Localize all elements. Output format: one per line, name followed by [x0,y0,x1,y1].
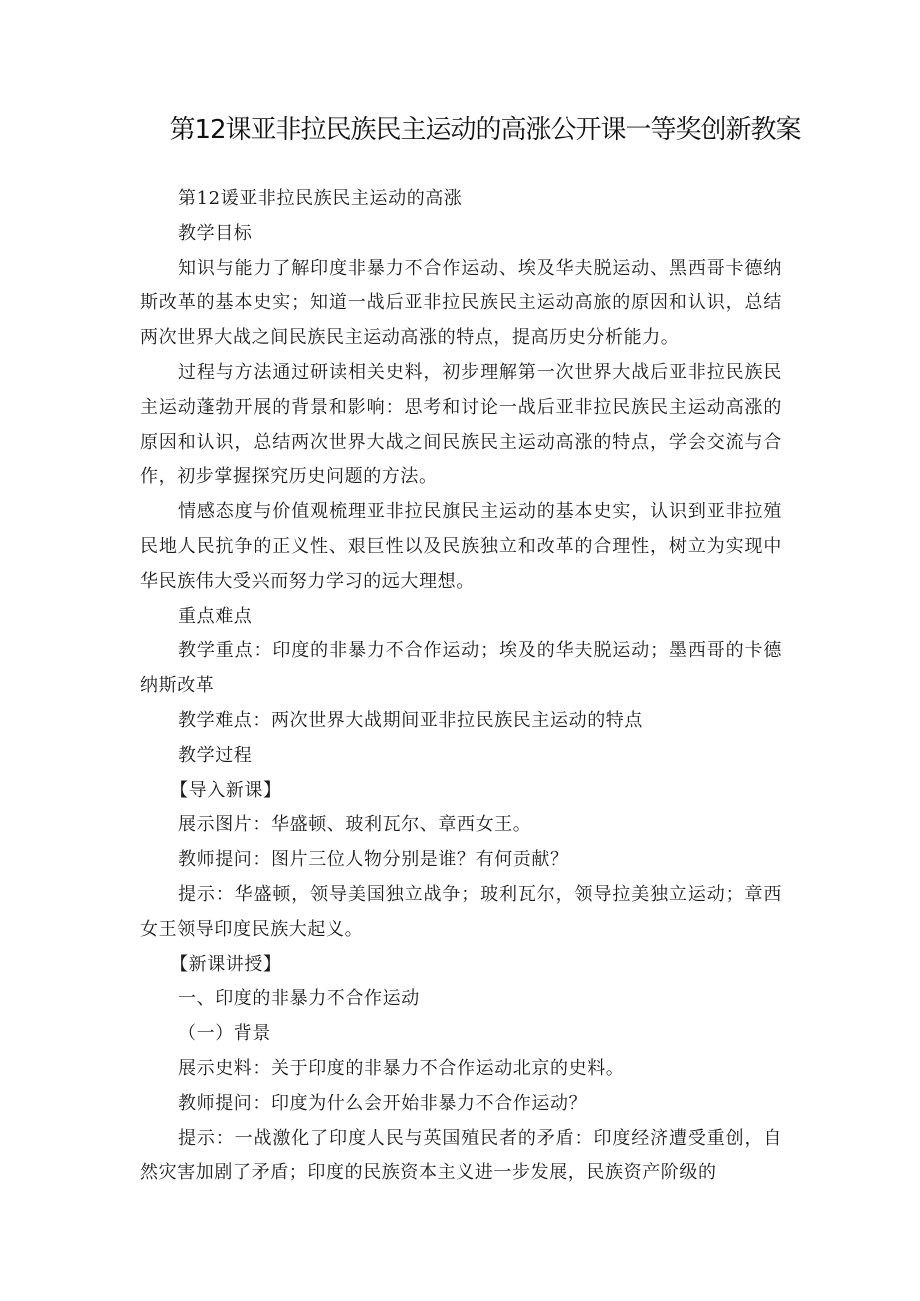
paragraph-show-materials: 展示史料：关于印度的非暴力不合作运动北京的史料。 [178,1057,625,1079]
subsection-heading-india: 一、印度的非暴力不合作运动 [178,988,420,1010]
document-body [140,182,782,1191]
subsection-heading-background: （一）背景 [178,1023,271,1045]
section-heading-introduction: 【导入新课】 [170,779,282,801]
paragraph-teacher-question-2: 教师提问：印度为什么会开始非暴力不合作运动？ [178,1092,588,1114]
paragraph-teaching-focus: 教学重点：印度的非暴力不合作运动；埃及的华夫脱运动；墨西哥的卡德纳斯改革 [140,640,782,697]
section-heading-key-points: 重点难点 [178,605,253,627]
document-title: 第12课亚非拉民族民主运动的高涨公开课一等奖创新教案 [169,115,801,145]
paragraph-hint-2: 提示：一战激化了印度人民与英国殖民者的矛盾：印度经济遭受重创，自然灾害加剧了矛盾；印度的民族资本主义进一步发展，民族资产阶级的 [140,1127,782,1184]
paragraph-teaching-difficulty: 教学难点：两次世界大战期间亚非拉民族民主运动的特点 [178,709,643,731]
paragraph-process-method: 过程与方法通过研读相关史料，初步理解第一次世界大战后亚非拉民族民主运动蓬勃开展的背景和影响：思考和讨论一战后亚非拉民族民主运动高涨的原因和认识，总结两次世界大战之间民族民主运动高涨的特点，学会交流与合作，初步掌握探究历史问题的方法。 [140,361,782,488]
lesson-heading: 第12谖亚非拉民族民主运动的高涨 [178,188,463,209]
section-heading-process: 教学过程 [178,744,253,766]
paragraph-show-pictures: 展示图片：华盛顿、玻利瓦尔、章西女王。 [178,814,532,836]
paragraph-hint-1: 提示：华盛顿，领导美国独立战争；玻利瓦尔，领导拉美独立运动；章西女王领导印度民族大起义。 [140,883,782,940]
paragraph-knowledge-ability: 知识与能力了解印度非暴力不合作运动、埃及华夫脱运动、黑西哥卡德纳斯改革的基本史实；知道一战后亚非拉民族民主运动高旅的原因和认识，总结两次世界大战之间民族民主运动高涨的特点，提高历史分析能力。 [140,257,782,349]
paragraph-emotion-values: 情感态度与价值观梳理亚非拉民旗民主运动的基本史实，认识到亚非拉殖民地人民抗争的正义性、艰巨性以及民族独立和改革的合理性，树立为实现中华民族伟大受兴而努力学习的远大理想。 [140,501,782,592]
paragraph-teacher-question-1: 教师提问：图片三位人物分别是谁？有何贡献？ [178,849,569,871]
section-heading-new-lesson: 【新课讲授】 [170,953,282,975]
section-heading-objectives: 教学目标 [178,222,253,244]
